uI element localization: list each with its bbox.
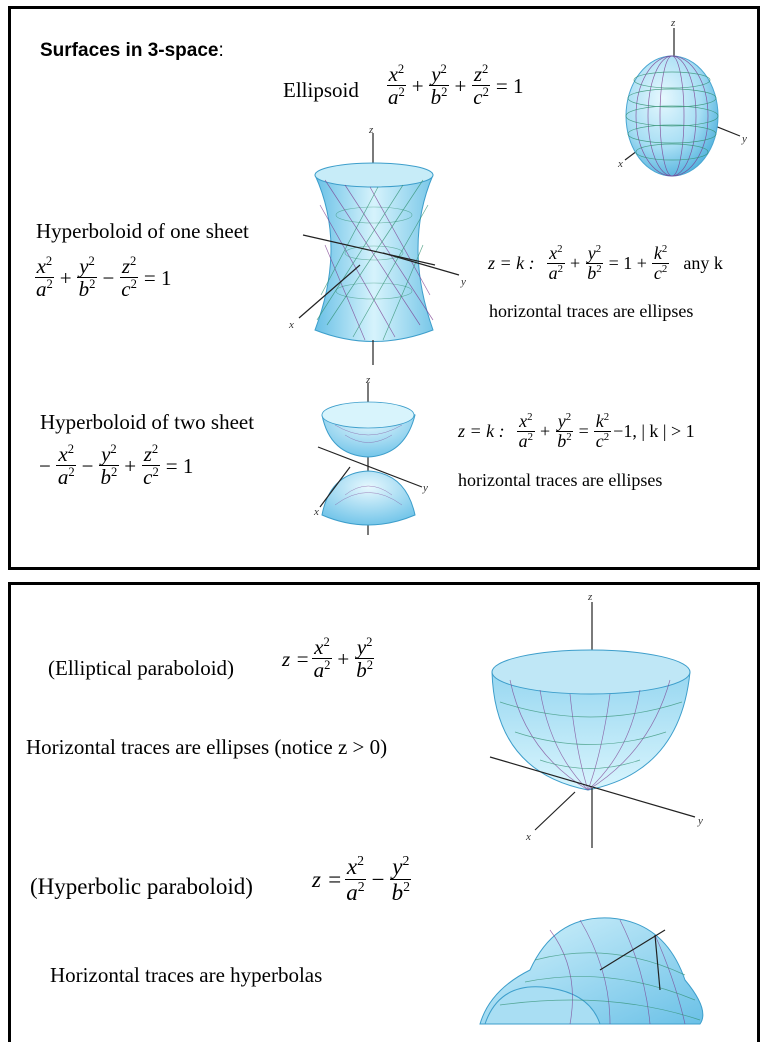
z-axis-label: z (671, 17, 676, 29)
hyperboloid-two-sheet-graph (310, 375, 440, 545)
hyperboloid-two-sheet-equation: − $\frac{x^2}{a^2}$ − $\frac{y^2}{b^2}$ + $\frac{z^2}{c^2}$ = 1 (39, 441, 194, 490)
z-axis-label: z (369, 124, 374, 136)
hyperboloid-top-rim (315, 163, 433, 187)
paraboloid-rim (492, 650, 690, 694)
z-axis-label: z (366, 374, 371, 386)
hyperboloid-one-sheet-equation: $\frac{x^2}{a^2}$ + $\frac{y^2}{b^2}$ − $\frac{z^2}{c^2}$ = 1 (36, 253, 172, 302)
ellipsoid-graph (600, 17, 750, 180)
y-axis-label: y (423, 482, 428, 494)
hyperboloid-one-sheet-trace-equation: z = k : $\frac{x^2}{a^2}$ + $\frac{y^2}{b^2}$ = 1 + $\frac{k^2}{c^2}$ any k (488, 242, 723, 283)
x-axis-label: x (526, 831, 531, 843)
hyperboloid-two-sheet-trace-equation: z = k : $\frac{x^2}{a^2}$ + $\frac{y^2}{b^2}$ = $\frac{k^2}{c^2}$ −1, | k | > 1 (458, 410, 695, 451)
hyperboloid-one-sheet-graph (285, 125, 475, 370)
page-title: Surfaces in 3-space: (40, 40, 224, 61)
elliptical-paraboloid-note: Horizontal traces are ellipses (notice z > 0) (26, 735, 388, 759)
hyperbolic-paraboloid-equation: z = $\frac{x^2}{a^2}$ − $\frac{y^2}{b^2}$ (312, 853, 411, 906)
y-axis-label: y (698, 815, 703, 827)
x-axis-label: x (618, 158, 623, 170)
upper-sheet-rim (322, 402, 414, 428)
hyperbolic-paraboloid-graph (460, 910, 730, 1024)
hyperbolic-paraboloid-note: Horizontal traces are hyperbolas (50, 963, 323, 987)
y-axis-label: y (742, 133, 747, 145)
hyperboloid-two-sheet-trace-note: horizontal traces are ellipses (458, 470, 663, 490)
x-axis (535, 792, 575, 830)
ellipsoid-label: Ellipsoid (283, 78, 359, 102)
hyperboloid-one-sheet-trace-note: horizontal traces are ellipses (489, 301, 694, 321)
elliptical-paraboloid-equation: z = $\frac{x^2}{a^2}$ + $\frac{y^2}{b^2}$ (282, 634, 374, 683)
ellipsoid-equation: $\frac{x^2}{a^2}$ + $\frac{y^2}{b^2}$ + $\frac{z^2}{c^2}$ = 1 (388, 61, 524, 110)
y-axis-label: y (461, 276, 466, 288)
elliptical-paraboloid-label: (Elliptical paraboloid) (48, 656, 235, 680)
z-axis-label: z (588, 591, 593, 603)
ellipsoid-surface (626, 56, 718, 176)
hyperboloid-two-sheet-label: Hyperboloid of two sheet (40, 410, 255, 434)
x-axis-label: x (314, 506, 319, 518)
x-axis-label: x (289, 319, 294, 331)
elliptical-paraboloid-graph (480, 592, 720, 852)
hyperboloid-one-sheet-label: Hyperboloid of one sheet (36, 219, 249, 243)
hyperbolic-paraboloid-label: (Hyperbolic paraboloid) (30, 874, 253, 899)
